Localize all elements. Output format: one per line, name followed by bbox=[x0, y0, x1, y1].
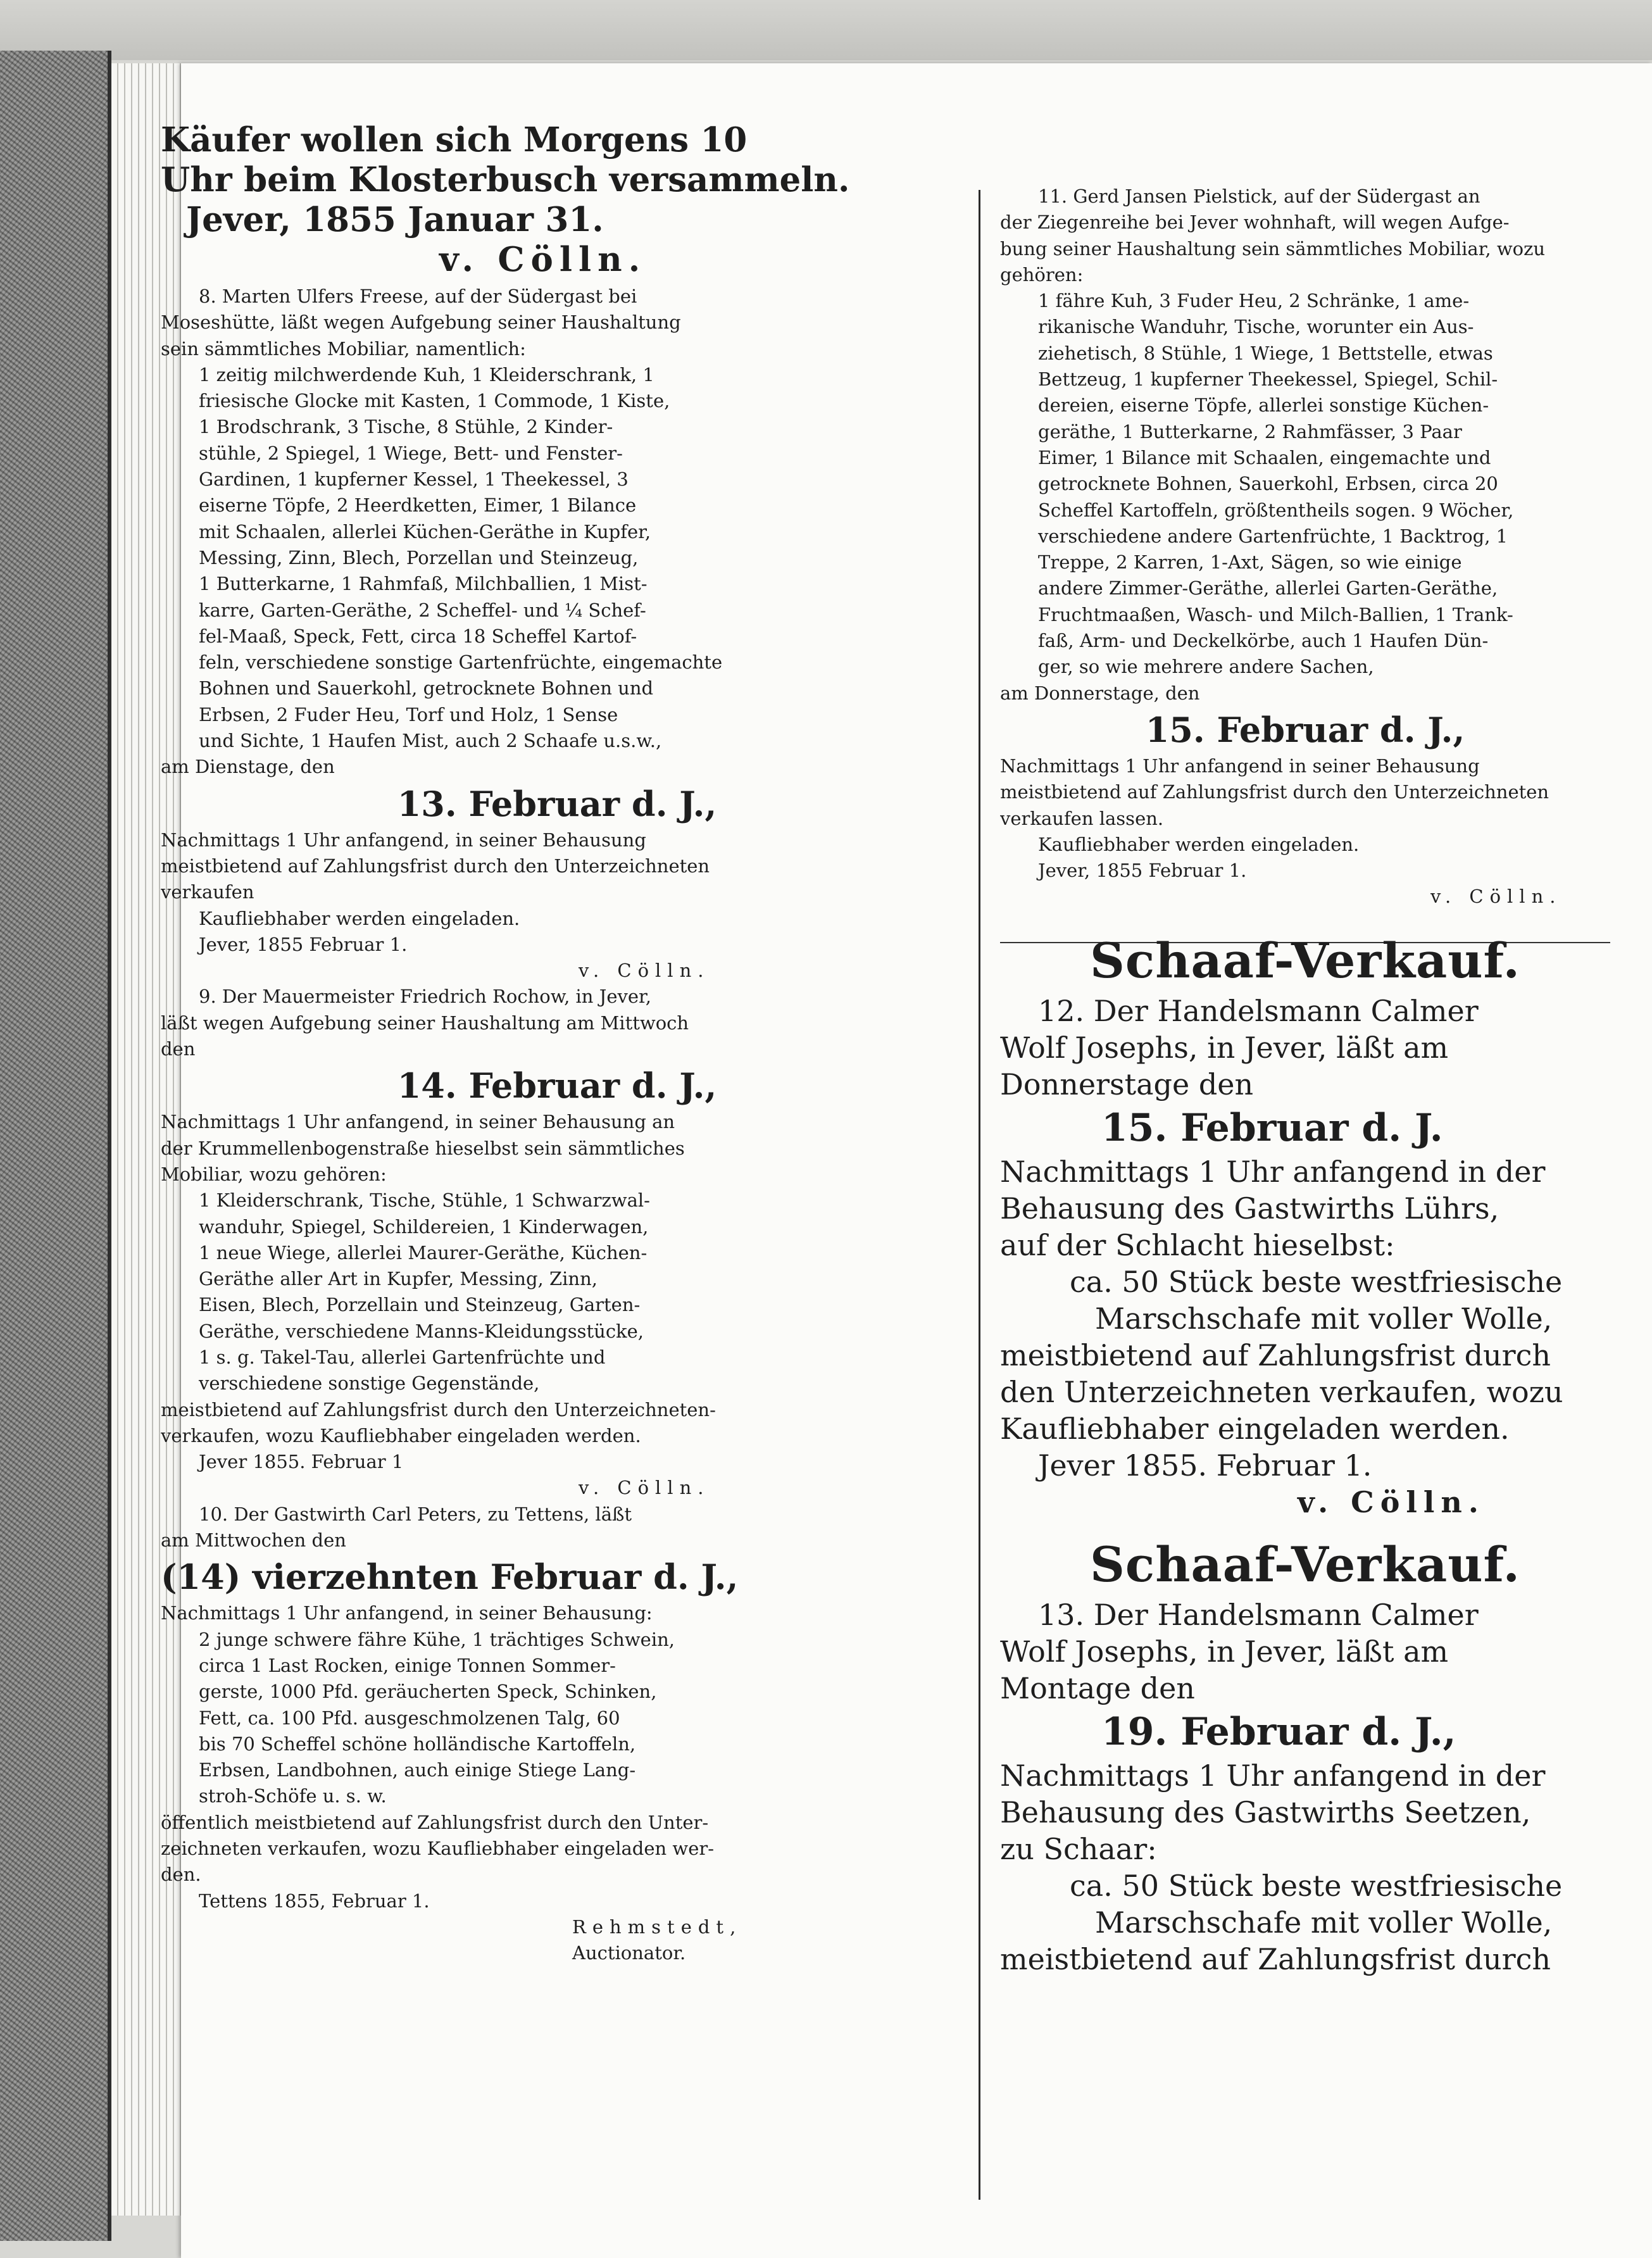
ad-text: meistbietend auf Zahlungsfrist durch den Unterzeichneten- bbox=[161, 1398, 716, 1421]
item-line: fel-Maaß, Speck, Fett, circa 18 Scheffel Kartof- bbox=[199, 625, 637, 647]
ad-text: Moseshütte, läßt wegen Aufgebung seiner Haushaltung bbox=[161, 311, 681, 334]
item-line: bis 70 Scheffel schöne holländische Kartoffeln, bbox=[199, 1733, 636, 1755]
right-column bbox=[1000, 184, 1610, 1978]
ad-text: Behausung des Gastwirths Lührs, bbox=[1000, 1191, 1499, 1226]
item-line: andere Zimmer-Geräthe, allerlei Garten-Geräthe, bbox=[1038, 577, 1498, 599]
item-line: Marschschafe mit voller Wolle, bbox=[1095, 1301, 1553, 1336]
ad-text: läßt wegen Aufgebung seiner Haushaltung am Mittwoch bbox=[161, 1012, 689, 1034]
item-line: eiserne Töpfe, 2 Heerdketten, Eimer, 1 Bilance bbox=[199, 494, 637, 517]
ad-text: auf der Schlacht hieselbst: bbox=[1000, 1227, 1395, 1262]
item-line: 2 junge schwere fähre Kühe, 1 trächtiges Schwein, bbox=[199, 1628, 675, 1650]
place-date: Tettens 1855, Februar 1. bbox=[199, 1890, 430, 1912]
item-line: Eimer, 1 Bilance mit Schaalen, eingemachte und bbox=[1038, 446, 1491, 468]
signature: v. Cölln. bbox=[439, 240, 647, 279]
item-line: Gardinen, 1 kupferner Kessel, 1 Theekessel, 3 bbox=[199, 468, 629, 491]
section-heading: Schaaf-Verkauf. bbox=[1090, 1536, 1520, 1593]
item-line: gerste, 1000 Pfd. geräucherten Speck, Schinken, bbox=[199, 1681, 657, 1703]
item-line: dereien, eiserne Töpfe, allerlei sonstige Küchen- bbox=[1038, 394, 1489, 417]
item-line: getrocknete Bohnen, Sauerkohl, Erbsen, circa 20 bbox=[1038, 473, 1498, 495]
place-date: Jever 1855. Februar 1. bbox=[1038, 1448, 1372, 1483]
book-binding bbox=[0, 51, 111, 2241]
ad-13 bbox=[1000, 1533, 1610, 1978]
item-line: Bettzeug, 1 kupferner Theekessel, Spiegel, Schil- bbox=[1038, 368, 1498, 391]
ad-text: 8. Marten Ulfers Freese, auf der Südergast bei bbox=[199, 285, 637, 307]
ad-text: 9. Der Mauermeister Friedrich Rochow, in Jever, bbox=[199, 986, 651, 1008]
signature: v. Cölln. bbox=[579, 1477, 710, 1499]
ad-text: Nachmittags 1 Uhr anfangend in seiner Behausung bbox=[1000, 755, 1480, 777]
place-date: Jever, 1855 Februar 1. bbox=[199, 933, 408, 955]
ad-text: öffentlich meistbietend auf Zahlungsfrist durch den Unter- bbox=[161, 1811, 709, 1833]
invitation: Kaufliebhaber werden eingeladen. bbox=[199, 907, 520, 929]
item-line: Marschschafe mit voller Wolle, bbox=[1095, 1905, 1553, 1940]
ad-text: 13. Der Handelsmann Calmer bbox=[1038, 1597, 1479, 1632]
ad-text: meistbietend auf Zahlungsfrist durch den Unterzeichneten bbox=[1000, 781, 1549, 803]
item-line: wanduhr, Spiegel, Schildereien, 1 Kinderwagen, bbox=[199, 1215, 649, 1238]
ad-text: meistbietend auf Zahlungsfrist durch bbox=[1000, 1941, 1551, 1976]
item-line: verschiedene andere Gartenfrüchte, 1 Backtrog, 1 bbox=[1038, 525, 1508, 547]
item-line: stühle, 2 Spiegel, 1 Wiege, Bett- und Fenster- bbox=[199, 442, 623, 464]
item-line: und Sichte, 1 Haufen Mist, auch 2 Schaafe u.s.w., bbox=[199, 730, 662, 752]
ad-text: sein sämmtliches Mobiliar, namentlich: bbox=[161, 337, 526, 360]
item-line: karre, Garten-Geräthe, 2 Scheffel- und ¼ Schef- bbox=[199, 599, 646, 621]
item-line: rikanische Wanduhr, Tische, worunter ein Aus- bbox=[1038, 316, 1474, 338]
item-line: friesische Glocke mit Kasten, 1 Commode, 1 Kiste, bbox=[199, 390, 670, 412]
ad-9 bbox=[161, 984, 953, 1501]
ad-text: am Dienstage, den bbox=[161, 756, 335, 778]
item-line: 1 fähre Kuh, 3 Fuder Heu, 2 Schränke, 1 ame- bbox=[1038, 290, 1470, 312]
item-line: Scheffel Kartoffeln, größtentheils sogen. 9 Wöcher, bbox=[1038, 499, 1514, 521]
intro-line: Uhr beim Klosterbusch versammeln. bbox=[161, 160, 850, 199]
item-line: Bohnen und Sauerkohl, getrocknete Bohnen und bbox=[199, 677, 654, 699]
place-date: Jever 1855. Februar 1 bbox=[199, 1451, 404, 1473]
item-line: ziehetisch, 8 Stühle, 1 Wiege, 1 Bettstelle, etwas bbox=[1038, 342, 1493, 364]
item-line: 1 zeitig milchwerdende Kuh, 1 Kleiderschrank, 1 bbox=[199, 363, 654, 386]
item-line: geräthe, 1 Butterkarne, 2 Rahmfässer, 3 Paar bbox=[1038, 420, 1462, 442]
item-line: Fett, ca. 100 Pfd. ausgeschmolzenen Talg, 60 bbox=[199, 1707, 620, 1729]
ad-text: Wolf Josephs, in Jever, läßt am bbox=[1000, 1030, 1449, 1065]
left-column bbox=[161, 120, 953, 1967]
ad-text: am Mittwochen den bbox=[161, 1529, 346, 1552]
item-line: Messing, Zinn, Blech, Porzellan und Steinzeug, bbox=[199, 546, 639, 568]
ad-10 bbox=[161, 1502, 953, 1967]
invitation: Kaufliebhaber werden eingeladen. bbox=[1038, 833, 1360, 855]
scan-top-margin bbox=[0, 0, 1652, 60]
intro-line: Käufer wollen sich Morgens 10 bbox=[161, 120, 748, 160]
item-line: feln, verschiedene sonstige Gartenfrüchte, eingemachte bbox=[199, 651, 723, 674]
ad-text: den. bbox=[161, 1864, 201, 1886]
item-line: faß, Arm- und Deckelkörbe, auch 1 Haufen Dün- bbox=[1038, 630, 1489, 652]
ad-7-closing bbox=[161, 120, 953, 280]
auction-date: 13. Februar d. J., bbox=[397, 783, 717, 824]
item-line: Erbsen, 2 Fuder Heu, Torf und Holz, 1 Sense bbox=[199, 703, 618, 725]
item-line: Eisen, Blech, Porzellain und Steinzeug, Garten- bbox=[199, 1294, 641, 1316]
ad-text: Nachmittags 1 Uhr anfangend, in seiner Behausung an bbox=[161, 1111, 675, 1133]
ad-8 bbox=[161, 284, 953, 984]
ad-text: 12. Der Handelsmann Calmer bbox=[1038, 993, 1479, 1028]
signature: v. Cölln. bbox=[1298, 1484, 1485, 1519]
item-line: Geräthe, verschiedene Manns-Kleidungsstücke, bbox=[199, 1320, 644, 1342]
auction-date: (14) vierzehnten Februar d. J., bbox=[161, 1557, 739, 1598]
ad-text: zeichneten verkaufen, wozu Kaufliebhaber eingeladen wer- bbox=[161, 1838, 715, 1860]
ad-text: Nachmittags 1 Uhr anfangend in der bbox=[1000, 1154, 1546, 1189]
ad-text: verkaufen, wozu Kaufliebhaber eingeladen werden. bbox=[161, 1424, 641, 1446]
ad-text: Behausung des Gastwirths Seetzen, bbox=[1000, 1795, 1531, 1829]
ad-text: zu Schaar: bbox=[1000, 1831, 1157, 1866]
ad-text: am Donnerstage, den bbox=[1000, 682, 1200, 704]
ad-text: Donnerstage den bbox=[1000, 1067, 1254, 1101]
ad-11 bbox=[1000, 184, 1610, 910]
ad-text: Nachmittags 1 Uhr anfangend, in seiner Behausung bbox=[161, 829, 646, 851]
intro-line: Jever, 1855 Januar 31. bbox=[186, 200, 604, 239]
item-line: Geräthe aller Art in Kupfer, Messing, Zinn, bbox=[199, 1268, 598, 1290]
item-line: Treppe, 2 Karren, 1-Axt, Sägen, so wie einige bbox=[1038, 551, 1462, 574]
item-line: verschiedene sonstige Gegenstände, bbox=[199, 1372, 540, 1395]
ad-text: verkaufen bbox=[161, 881, 254, 903]
item-line: ca. 50 Stück beste westfriesische bbox=[1070, 1868, 1563, 1903]
signature: v. Cölln. bbox=[1430, 886, 1562, 908]
auction-date: 14. Februar d. J., bbox=[397, 1065, 717, 1107]
auction-date: 15. Februar d. J. bbox=[1101, 1105, 1443, 1150]
item-line: 1 s. g. Takel-Tau, allerlei Gartenfrüchte und bbox=[199, 1346, 606, 1368]
auction-date: 19. Februar d. J., bbox=[1101, 1709, 1456, 1754]
item-line: Erbsen, Landbohnen, auch einige Stiege Lang- bbox=[199, 1759, 636, 1781]
ad-text: bung seiner Haushaltung sein sämmtliches Mobiliar, wozu bbox=[1000, 237, 1546, 260]
ad-text: meistbietend auf Zahlungsfrist durch bbox=[1000, 1338, 1551, 1372]
signature: v. Cölln. bbox=[579, 960, 710, 982]
ad-text: Wolf Josephs, in Jever, läßt am bbox=[1000, 1634, 1449, 1669]
item-line: mit Schaalen, allerlei Küchen-Geräthe in Kupfer, bbox=[199, 520, 651, 543]
item-line: 1 Kleiderschrank, Tische, Stühle, 1 Schwarzwal- bbox=[199, 1189, 650, 1212]
ad-text: Mobiliar, wozu gehören: bbox=[161, 1163, 387, 1185]
item-line: 1 Butterkarne, 1 Rahmfaß, Milchballien, 1 Mist- bbox=[199, 573, 648, 595]
item-line: circa 1 Last Rocken, einige Tonnen Sommer- bbox=[199, 1654, 616, 1676]
item-line: Fruchtmaaßen, Wasch- und Milch-Ballien, 1 Trank- bbox=[1038, 603, 1513, 625]
item-line: ca. 50 Stück beste westfriesische bbox=[1070, 1264, 1563, 1299]
ad-text: Kaufliebhaber eingeladen werden. bbox=[1000, 1411, 1510, 1446]
ad-12 bbox=[1000, 929, 1610, 1521]
ad-text: der Ziegenreihe bei Jever wohnhaft, will wegen Aufge- bbox=[1000, 211, 1510, 234]
ad-text: verkaufen lassen. bbox=[1000, 807, 1164, 829]
ad-text: meistbietend auf Zahlungsfrist durch den Unterzeichneten bbox=[161, 855, 710, 877]
place-date: Jever, 1855 Februar 1. bbox=[1038, 860, 1247, 882]
ad-text: den Unterzeichneten verkaufen, wozu bbox=[1000, 1374, 1563, 1409]
signature: Rehmstedt, bbox=[572, 1916, 742, 1938]
item-line: stroh-Schöfe u. s. w. bbox=[199, 1785, 387, 1807]
signature-role: Auctionator. bbox=[572, 1942, 686, 1964]
section-heading: Schaaf-Verkauf. bbox=[1090, 932, 1520, 989]
item-line: ger, so wie mehrere andere Sachen, bbox=[1038, 656, 1374, 678]
ad-text: der Krummellenbogenstraße hieselbst sein sämmtliches bbox=[161, 1137, 685, 1159]
ad-text: Montage den bbox=[1000, 1671, 1195, 1705]
ad-text: den bbox=[161, 1038, 196, 1060]
ad-text: gehören: bbox=[1000, 263, 1084, 285]
ad-text: 10. Der Gastwirth Carl Peters, zu Tettens, läßt bbox=[199, 1503, 632, 1525]
auction-date: 15. Februar d. J., bbox=[1145, 709, 1465, 750]
ad-text: Nachmittags 1 Uhr anfangend in der bbox=[1000, 1758, 1546, 1793]
column-divider bbox=[979, 190, 980, 2200]
ad-text: Nachmittags 1 Uhr anfangend, in seiner Behausung: bbox=[161, 1602, 653, 1624]
item-line: 1 neue Wiege, allerlei Maurer-Geräthe, Küchen- bbox=[199, 1241, 648, 1264]
item-line: 1 Brodschrank, 3 Tische, 8 Stühle, 2 Kinder- bbox=[199, 416, 613, 438]
ad-text: 11. Gerd Jansen Pielstick, auf der Südergast an bbox=[1038, 185, 1480, 207]
